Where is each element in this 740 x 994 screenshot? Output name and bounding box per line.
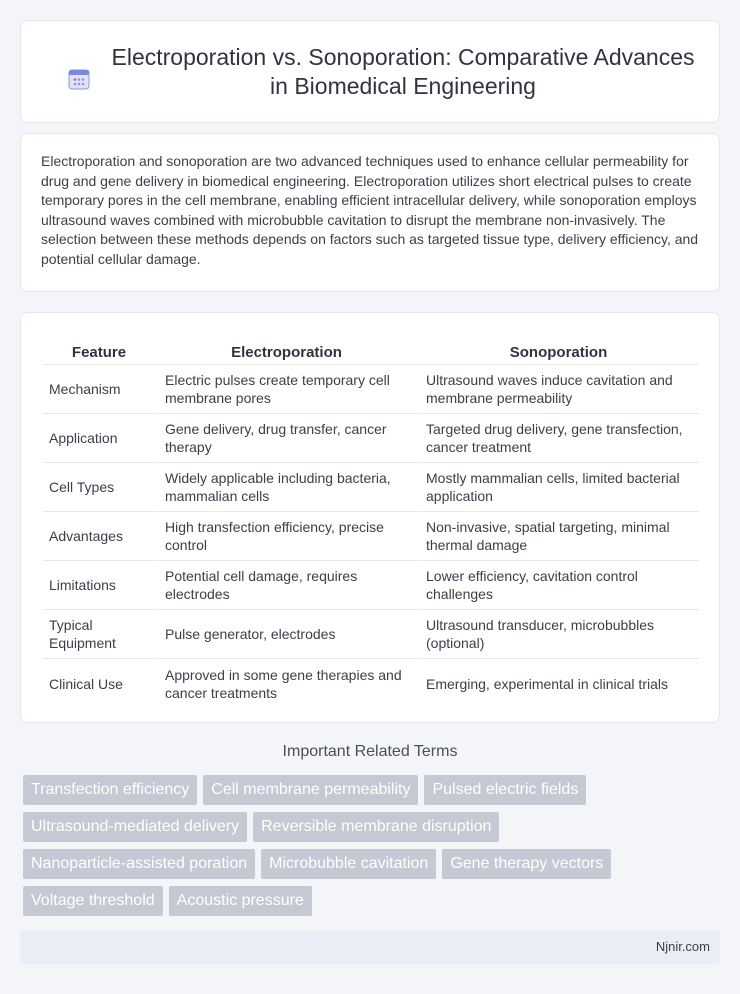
electroporation-cell: High transfection efficiency, precise control bbox=[155, 512, 416, 561]
table-header-row bbox=[43, 333, 699, 365]
sonoporation-cell: Lower efficiency, cavitation control challenges bbox=[416, 561, 699, 610]
table-row bbox=[43, 610, 699, 659]
comparison-table-card bbox=[20, 312, 720, 723]
header-feature: Feature bbox=[43, 333, 155, 365]
sonoporation-cell: Targeted drug delivery, gene transfection, cancer treatment bbox=[416, 414, 699, 463]
term-tag[interactable]: Transfection efficiency bbox=[23, 775, 197, 805]
related-terms-title: Important Related Terms bbox=[282, 743, 458, 760]
feature-cell: Clinical Use bbox=[49, 675, 123, 692]
term-tag[interactable]: Nanoparticle-assisted poration bbox=[23, 849, 255, 879]
table-row bbox=[43, 463, 699, 512]
page-title: Electroporation vs. Sonoporation: Comparative Advances in Biomedical Engineering bbox=[111, 44, 695, 99]
term-tag[interactable]: Acoustic pressure bbox=[169, 886, 312, 916]
sonoporation-cell: Non-invasive, spatial targeting, minimal thermal damage bbox=[416, 512, 699, 561]
table-row bbox=[43, 561, 699, 610]
table-row bbox=[43, 414, 699, 463]
electroporation-cell: Widely applicable including bacteria, mammalian cells bbox=[155, 463, 416, 512]
sonoporation-cell: Ultrasound waves induce cavitation and membrane permeability bbox=[416, 365, 699, 414]
calendar-icon bbox=[67, 67, 91, 91]
feature-cell: Advantages bbox=[43, 512, 155, 561]
header-sonoporation: Sonoporation bbox=[416, 333, 699, 365]
feature-cell: Typical Equipment bbox=[43, 610, 155, 659]
sonoporation-cell: Emerging, experimental in clinical trials bbox=[416, 659, 699, 708]
sonoporation-cell: Ultrasound transducer, microbubbles (optional) bbox=[416, 610, 699, 659]
electroporation-cell: Approved in some gene therapies and cancer treatments bbox=[155, 659, 416, 708]
table-row bbox=[43, 365, 699, 414]
feature-cell: Mechanism bbox=[43, 365, 155, 414]
electroporation-cell: Pulse generator, electrodes bbox=[155, 610, 416, 659]
term-tag[interactable]: Voltage threshold bbox=[23, 886, 163, 916]
term-tag[interactable]: Pulsed electric fields bbox=[424, 775, 586, 805]
feature-cell: Application bbox=[43, 414, 155, 463]
table-row bbox=[43, 659, 699, 708]
term-tag[interactable]: Microbubble cavitation bbox=[261, 849, 436, 879]
electroporation-cell: Gene delivery, drug transfer, cancer therapy bbox=[155, 414, 416, 463]
related-terms-list bbox=[23, 775, 723, 923]
electroporation-cell: Potential cell damage, requires electrodes bbox=[155, 561, 416, 610]
feature-cell: Limitations bbox=[43, 561, 155, 610]
sonoporation-cell: Mostly mammalian cells, limited bacterial application bbox=[416, 463, 699, 512]
feature-cell: Cell Types bbox=[43, 463, 155, 512]
footer bbox=[20, 930, 720, 964]
title-card bbox=[20, 20, 720, 123]
electroporation-cell: Electric pulses create temporary cell membrane pores bbox=[155, 365, 416, 414]
term-tag[interactable]: Cell membrane permeability bbox=[203, 775, 418, 805]
comparison-table bbox=[43, 333, 699, 708]
table-row bbox=[43, 512, 699, 561]
term-tag[interactable]: Reversible membrane disruption bbox=[253, 812, 499, 842]
header-electroporation: Electroporation bbox=[155, 333, 416, 365]
term-tag[interactable]: Ultrasound-mediated delivery bbox=[23, 812, 247, 842]
intro-card bbox=[20, 133, 720, 292]
footer-site-link[interactable]: Njnir.com bbox=[655, 939, 710, 954]
intro-paragraph: Electroporation and sonoporation are two advanced techniques used to enhance cellular permeability for drug and gene delivery in biomedical engineering. Electroporation utilizes short electrical pulses to create temporary pores in the cell membrane, enabling efficient intracellular delivery, while sonoporation employs ultrasound waves combined with microbubble cavitation to disrupt the membrane non-invasively. The selection between these methods depends on factors such as targeted tissue type, delivery efficiency, and potential cellular damage. bbox=[41, 153, 699, 267]
term-tag[interactable]: Gene therapy vectors bbox=[442, 849, 611, 879]
